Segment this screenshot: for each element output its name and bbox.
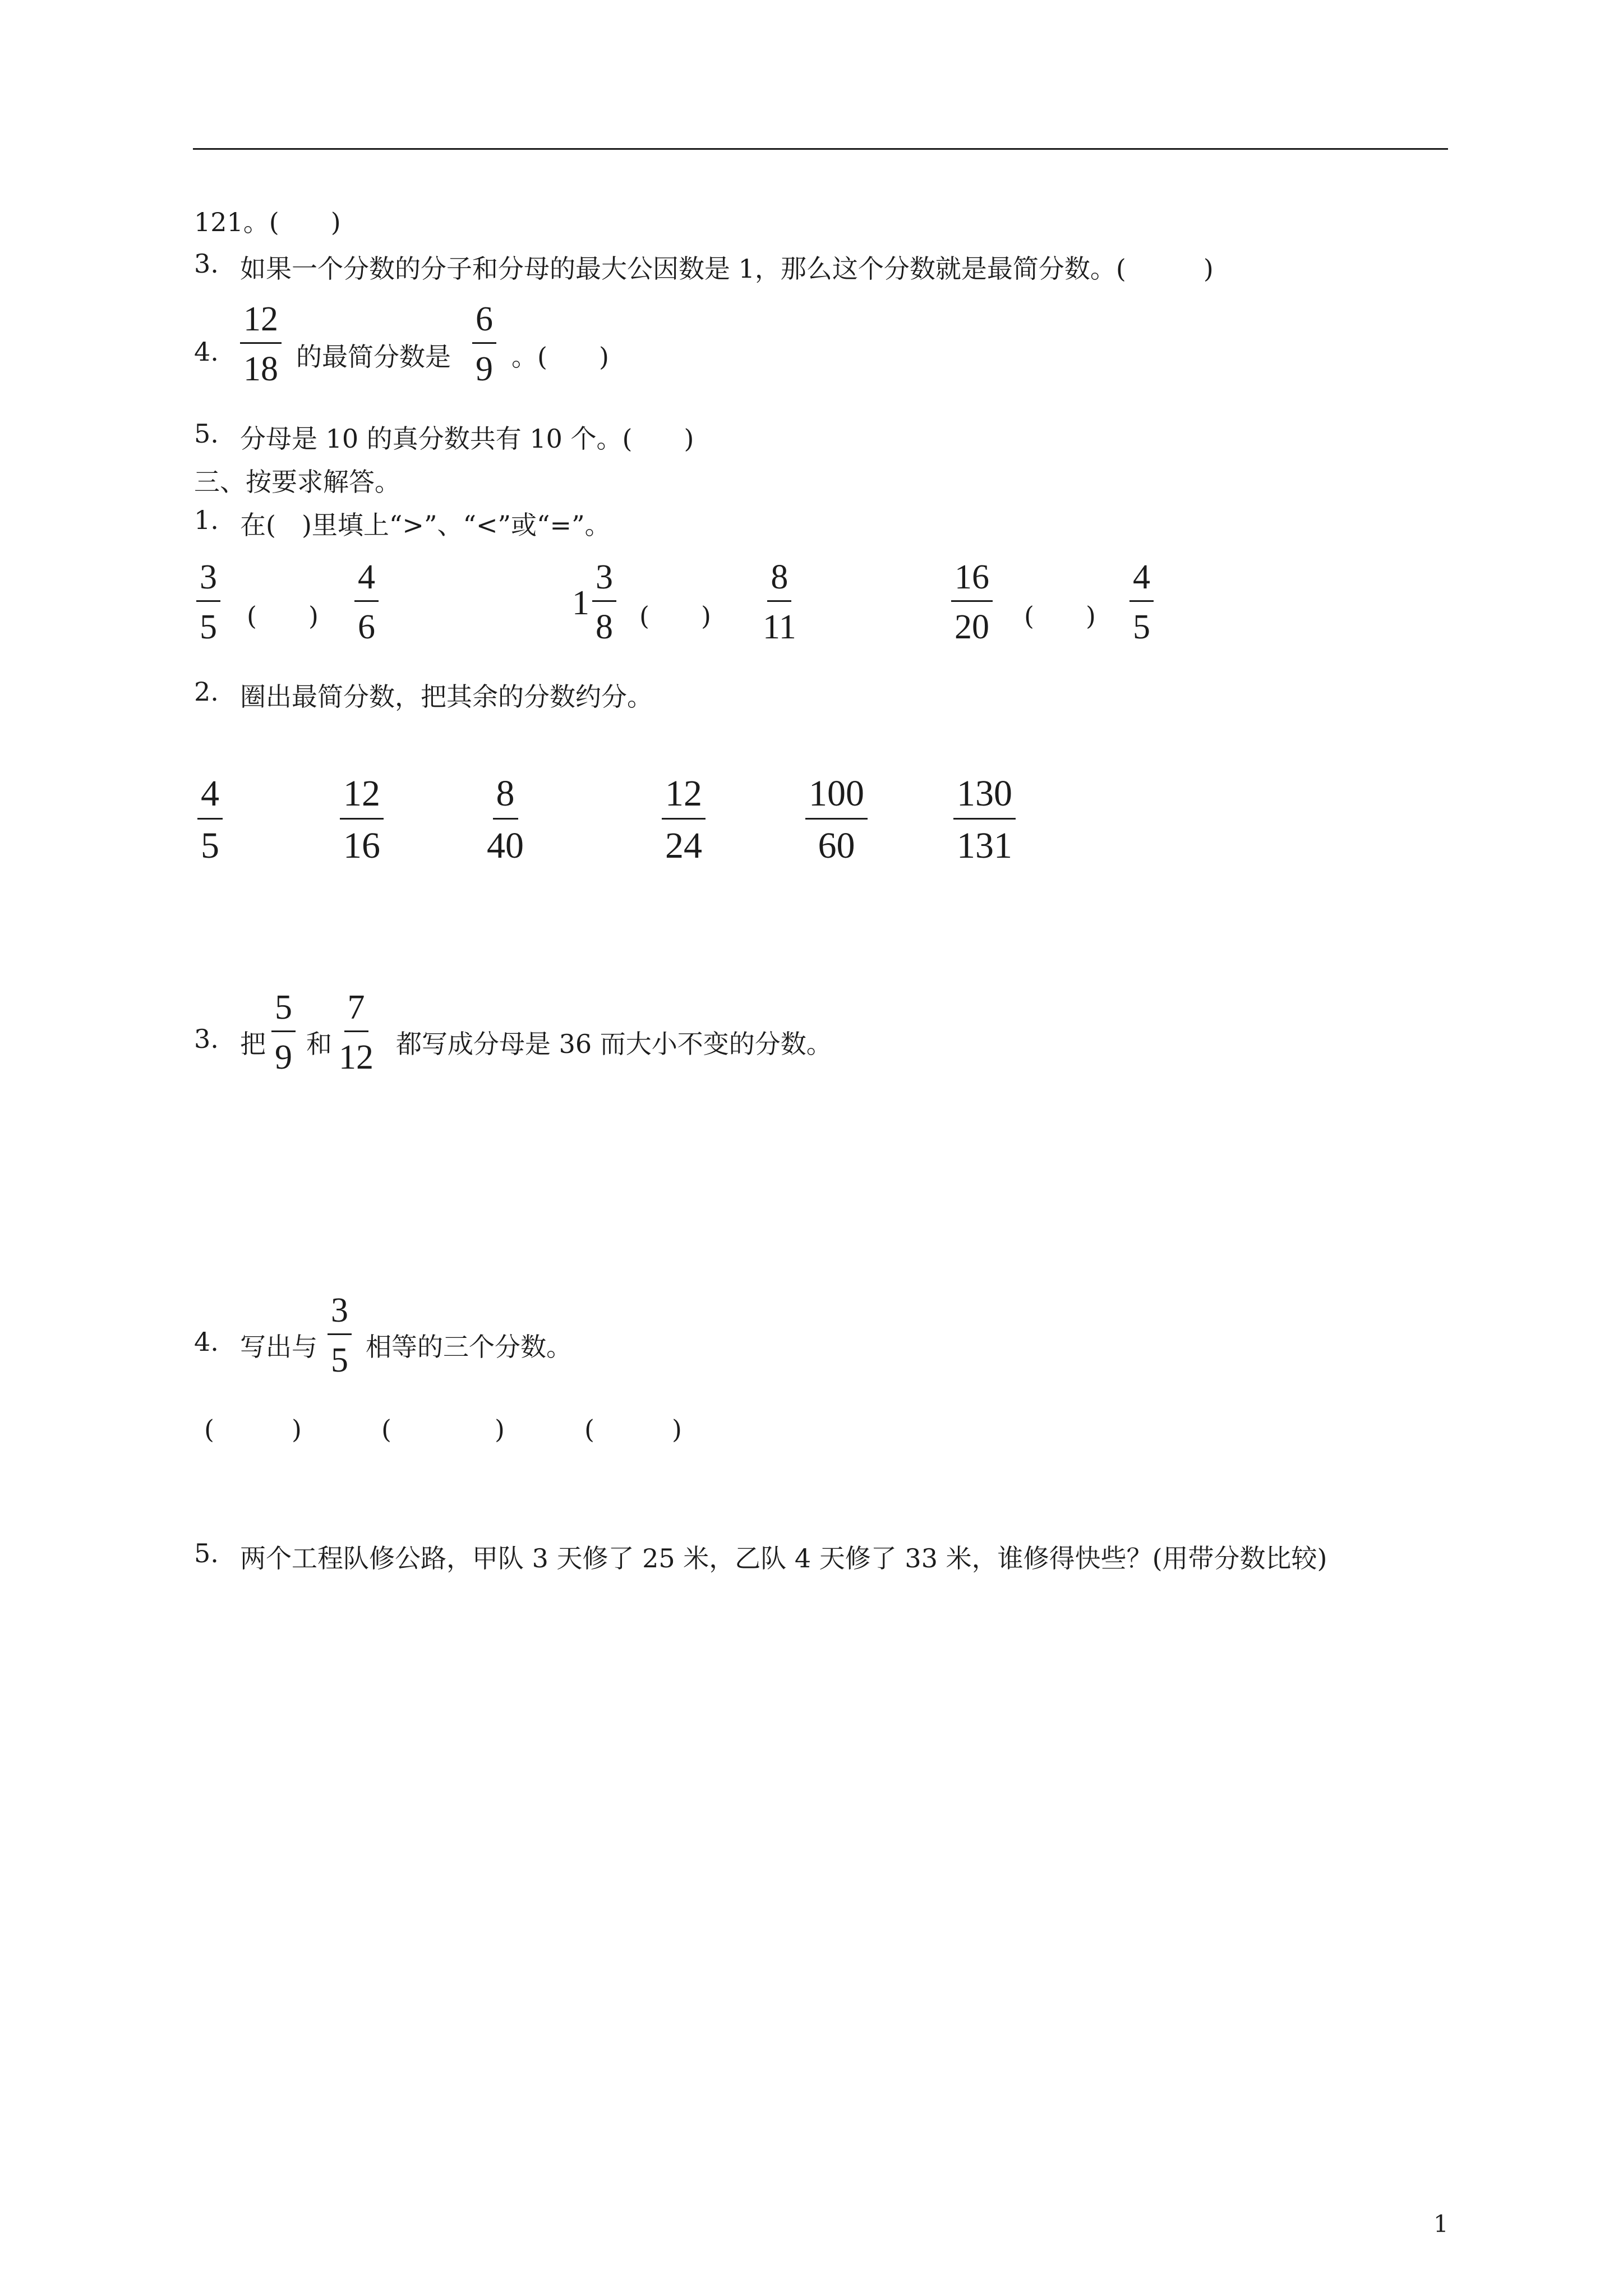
q2-fraction-5[interactable]: $\frac{100}{60}$ bbox=[805, 775, 868, 864]
q2-fraction-4[interactable]: $\frac{12}{24}$ bbox=[662, 775, 706, 864]
item-4-tail: 。( ) bbox=[511, 342, 609, 372]
q1-pair2-blank[interactable]: ( ) bbox=[639, 601, 711, 631]
q1-text: 在( )里填上“>”、“<”或“=”。 bbox=[240, 510, 611, 540]
q4-pre: 写出与 bbox=[240, 1332, 317, 1362]
item-5-number: 5. bbox=[194, 418, 219, 449]
q3-post: 都写成分母是 36 而大小不变的分数。 bbox=[396, 1029, 832, 1059]
q2-text: 圈出最简分数，把其余的分数约分。 bbox=[240, 682, 653, 712]
page-number: 1 bbox=[1433, 2210, 1449, 2238]
section-title: 三、按要求解答。 bbox=[194, 467, 400, 497]
q5-number: 5. bbox=[194, 1538, 219, 1568]
q1-pair1-b: $\frac{4}{6}$ bbox=[354, 560, 379, 645]
q3-pre: 把 bbox=[240, 1029, 266, 1059]
q2-fraction-3[interactable]: $\frac{8}{40}$ bbox=[487, 773, 524, 866]
item-3-text: 如果一个分数的分子和分母的最大公因数是 1，那么这个分数就是最简分数。( ) bbox=[240, 254, 1214, 284]
q4-post: 相等的三个分数。 bbox=[366, 1332, 572, 1362]
header-rule bbox=[193, 148, 1448, 150]
q1-pair3-b: $\frac{4}{5}$ bbox=[1129, 560, 1154, 645]
q3-fraction-a: $\frac{5}{9}$ bbox=[271, 990, 296, 1075]
q2-fraction-1[interactable]: $\frac{4}{5}$ bbox=[197, 775, 223, 864]
q5-text: 两个工程队修公路，甲队 3 天修了 25 米，乙队 4 天修了 33 米，谁修得快些？(用带分数比较) bbox=[240, 1543, 1327, 1573]
q1-pair2-b: $\frac{8}{11}$ bbox=[763, 558, 796, 646]
item-4-fraction-a: $\frac{12}{18}$ bbox=[240, 302, 282, 386]
item-5-text: 分母是 10 的真分数共有 10 个。( ) bbox=[240, 424, 694, 454]
q1-pair2-whole: 1 bbox=[572, 584, 589, 622]
q4-blank-3[interactable]: ( ) bbox=[584, 1414, 682, 1444]
q1-pair1-a: $\frac{3}{5}$ bbox=[196, 560, 220, 645]
item-4-mid: 的最简分数是 bbox=[296, 342, 451, 372]
q1-pair1-blank[interactable]: ( ) bbox=[247, 601, 319, 631]
q4-blank-1[interactable]: ( ) bbox=[204, 1414, 302, 1444]
item-4-number: 4. bbox=[194, 337, 219, 367]
q3-mid: 和 bbox=[306, 1029, 332, 1059]
q3-fraction-b: $\frac{7}{12}$ bbox=[339, 988, 374, 1076]
q1-pair3-a: $\frac{16}{20}$ bbox=[951, 560, 993, 645]
q4-blank-2[interactable]: ( ) bbox=[381, 1414, 505, 1444]
item-3-number: 3. bbox=[194, 249, 219, 279]
q4-fraction: $\frac{3}{5}$ bbox=[328, 1293, 352, 1378]
q4-number: 4. bbox=[194, 1327, 219, 1357]
q1-number: 1. bbox=[194, 505, 219, 535]
q2-number: 2. bbox=[194, 677, 219, 707]
q1-pair3-blank[interactable]: ( ) bbox=[1024, 601, 1096, 631]
line-121: 121。( ) bbox=[194, 207, 341, 237]
q3-number: 3. bbox=[194, 1024, 219, 1054]
q2-fraction-6[interactable]: $\frac{130}{131}$ bbox=[953, 775, 1016, 864]
q2-fraction-2[interactable]: $\frac{12}{16}$ bbox=[340, 775, 384, 864]
q1-pair2-a: $\frac{3}{8}$ bbox=[592, 560, 616, 645]
item-4-fraction-b: $\frac{6}{9}$ bbox=[472, 302, 496, 386]
